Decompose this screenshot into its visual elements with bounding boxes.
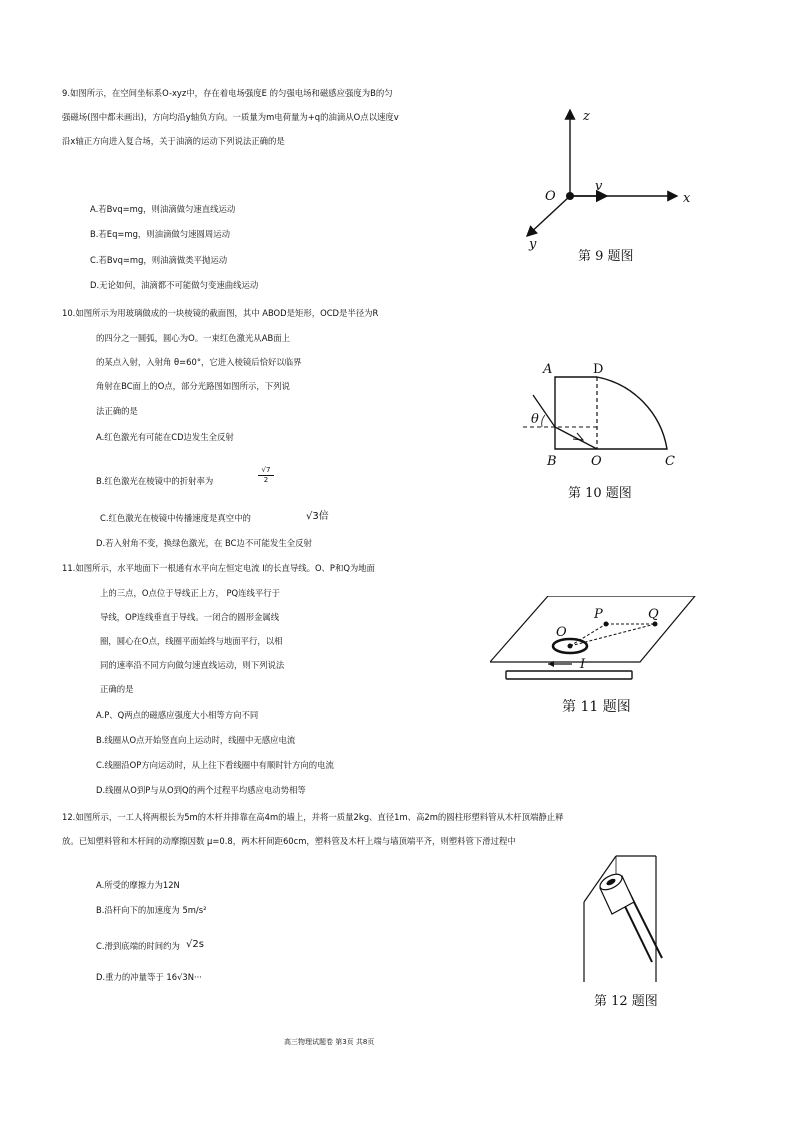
q10-stem-line3: 的某点入射，入射角 θ=60°，它进入棱镜后恰好以临界 [96,357,302,367]
q11-stem-line6: 正确的是 [100,684,134,694]
q9-option-a: A.若Bvq=mg，则油滴做匀速直线运动 [90,204,236,214]
q12-option-d: D.重力的冲量等于 16√3N··· [96,972,202,982]
q12-option-b: B.沿杆向下的加速度为 5m/s² [96,905,207,915]
q10-option-c-value: √3倍 [306,511,329,522]
label-d: D [593,362,604,377]
plastic-pipe [598,871,634,914]
q11-option-d: D.线圈从O到P与从O到Q的两个过程平均感应电动势相等 [96,785,306,795]
page-footer: 高三物理试题卷 第3页 共8页 [284,1038,375,1046]
y-label: y [529,237,537,252]
label-o: O [556,625,567,640]
q12-caption: 第 12 题图 [594,994,658,1009]
prism-outline [555,377,667,449]
q10-stem-line4: 角射在BC面上的O点，部分光路图如图所示，下列说 [96,381,290,391]
q9-figure-axes [505,100,705,255]
q11-stem-line1: 11.如图所示，水平地面下一根通有水平向左恒定电流 I的长直导线。O、P和Q为地面 [62,563,376,573]
q12-figure-wall [556,852,674,987]
q12-option-c: C.滑到底端的时间约为 [96,941,180,951]
q10-fraction-den: 2 [263,476,269,484]
q10-stem-line1: 10.如图所示为用玻璃做成的一块棱镜的截面图，其中 ABOD是矩形，OCD是半径为R [62,308,379,318]
q11-option-b: B.线圈从O点开始竖直向上运动时，线圈中无感应电流 [96,735,296,745]
q12-stem-line1: 12.如图所示，一工人将两根长为5m的木杆并排靠在高4m的墙上，并将一质量2kg、直径1m、高2m的圆柱形塑料管从木杆顶端静止释 [62,812,564,822]
q10-figure-prism [515,355,695,470]
q10-option-a: A.红色激光有可能在CD边发生全反射 [96,432,234,442]
q10-caption: 第 10 题图 [568,486,632,501]
q11-stem-line2: 上的三点，O点位于导线正上方， PQ连线平行于 [100,588,281,598]
point-p [604,622,609,627]
wire [506,671,632,679]
q10-option-b: B.红色激光在棱镜中的折射率为 [96,476,214,486]
label-q: Q [648,607,659,622]
q10-option-d: D.若入射角不变，换绿色激光，在 BC边不可能发生全反射 [96,538,312,548]
q9-stem-line1: 9.如图所示，在空间坐标系O-xyz中，存在着电场强度E 的匀强电场和磁感应强度为B的匀 [62,88,393,98]
q10-stem-line2: 的四分之一圆弧，圆心为O。一束红色激光从AB面上 [96,333,290,343]
label-c: C [665,454,675,469]
origin-label: O [545,189,556,204]
q9-stem-line3: 沿x轴正方向进入复合场，关于油滴的运动下列说法正确的是 [62,136,285,146]
label-theta: θ [531,412,539,427]
q9-option-d: D.无论如何，油滴都不可能做匀变速曲线运动 [90,280,259,290]
q11-caption: 第 11 题图 [562,699,631,715]
q12-option-a: A.所受的摩擦力为12N [96,880,180,890]
q11-stem-line3: 导线，OP连线垂直于导线。一闭合的圆形金属线 [100,612,280,622]
label-a: A [543,362,553,377]
q11-figure-wire [490,596,700,691]
label-b: B [547,454,557,469]
q9-caption: 第 9 题图 [578,249,634,264]
label-o: O [591,454,602,469]
q10-fraction [258,466,274,485]
point-o [568,644,573,649]
q9-option-b: B.若Eq=mg，则油滴做匀速圆周运动 [90,229,231,239]
q11-stem-line4: 圈，圆心在O点，线圈平面始终与地面平行，以相 [100,636,283,646]
q12-option-c-value: √2s [186,939,204,950]
point-q [653,622,658,627]
x-label: x [683,191,691,206]
op-dashed [570,624,606,646]
label-p: P [594,607,603,622]
q10-fraction-num: √7 [258,466,274,476]
q10-option-c: C.红色激光在棱镜中传播速度是真空中的 [100,513,251,523]
q9-option-c: C.若Bvq=mg，则油滴做类平抛运动 [90,255,228,265]
label-i: I [580,657,586,672]
oil-drop-dot [566,192,574,200]
q9-stem-line2: 强磁场(图中都未画出)，方向均沿y轴负方向。一质量为m电荷量为+q的油滴从O点以速度v [62,112,399,122]
q11-option-a: A.P、Q两点的磁感应强度大小相等方向不同 [96,710,259,720]
refracted-ray [555,427,597,449]
q11-option-c: C.线圈沿OP方向运动时，从上往下看线圈中有顺时针方向的电流 [96,760,334,770]
ground-plane [490,596,695,662]
q10-stem-line5: 法正确的是 [96,406,138,416]
q12-stem-line2: 放。已知塑料管和木杆间的动摩擦因数 μ=0.8，两木杆间距60cm，塑料管及木杆上端与墙顶端平齐，则塑料管下滑过程中 [62,836,516,846]
z-label: z [583,109,590,124]
v-label: v [595,179,603,194]
q11-stem-line5: 同的速率沿不同方向做匀速直线运动，则下列说法 [100,660,285,670]
